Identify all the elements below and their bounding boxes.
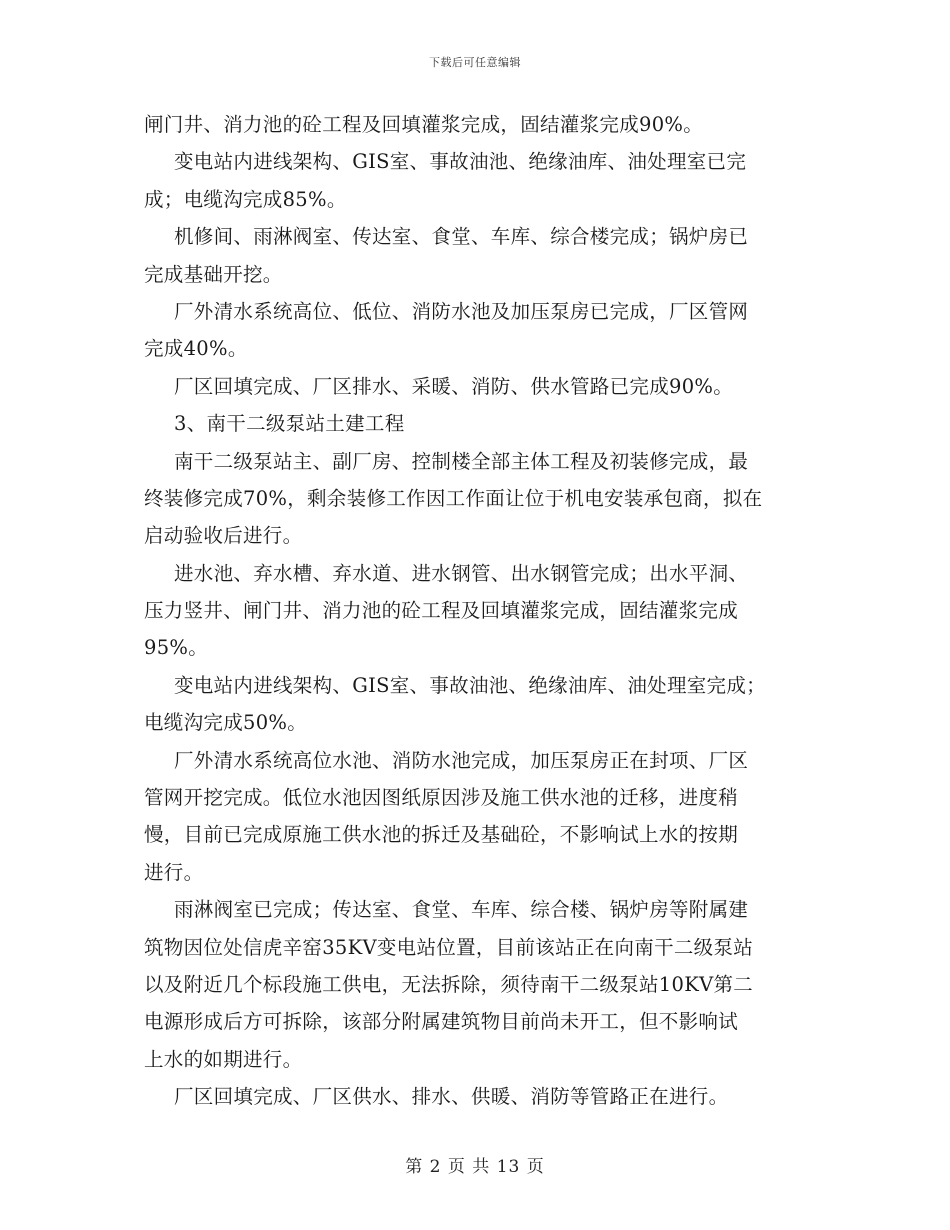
text-line: 慢，目前已完成原施工供水池的拆迁及基础砼，不影响试上水的按期: [144, 823, 739, 847]
text-line: 变电站内进线架构、GIS室、事故油池、绝缘油库、油处理室完成；: [174, 673, 766, 697]
text-line: 成；电缆沟完成85%。: [144, 187, 347, 211]
text-line: 厂外清水系统高位、低位、消防水池及加压泵房已完成，厂区管网: [174, 299, 749, 323]
text-line: 完成基础开挖。: [144, 262, 283, 286]
text-line: 启动验收后进行。: [144, 524, 303, 548]
text-line: 进水池、弃水槽、弃水道、进水钢管、出水钢管完成；出水平洞、: [174, 561, 749, 585]
text-line: 上水的如期进行。: [144, 1047, 303, 1071]
text-line: 雨淋阀室已完成；传达室、食堂、车库、综合楼、锅炉房等附属建: [174, 898, 749, 922]
text-line: 以及附近几个标段施工供电，无法拆除，须待南干二级泵站10KV第二: [144, 972, 754, 996]
text-line: 厂区回填完成、厂区排水、采暖、消防、供水管路已完成90%。: [174, 374, 734, 398]
text-line: 电源形成后方可拆除，该部分附属建筑物目前尚未开工，但不影响试: [144, 1010, 739, 1034]
text-line: 南干二级泵站主、副厂房、控制楼全部主体工程及初装修完成，最: [174, 449, 749, 473]
text-line: 电缆沟完成50%。: [144, 711, 308, 735]
text-line: 管网开挖完成。低位水池因图纸原因涉及施工供水池的迁移，进度稍: [144, 786, 739, 810]
page-number: 第 2 页 共 13 页: [405, 1157, 545, 1177]
text-line: 闸门井、消力池的砼工程及回填灌浆完成，固结灌浆完成90%。: [144, 113, 704, 136]
text-line: 终装修完成70%，剩余装修工作因工作面让位于机电安装承包商，拟在: [144, 486, 763, 510]
text-line: 压力竖井、闸门井、消力池的砼工程及回填灌浆完成，固结灌浆完成: [144, 599, 739, 623]
text-line: 厂外清水系统高位水池、消防水池完成，加压泵房正在封项、厂区: [174, 748, 749, 772]
text-line: 进行。: [144, 860, 204, 884]
document-body: [144, 106, 812, 1116]
text-line: 变电站内进线架构、GIS室、事故油池、绝缘油库、油处理室已完: [174, 150, 747, 174]
text-line: 筑物因位处信虎辛窑35KV变电站位置，目前该站正在向南干二级泵站: [144, 935, 754, 959]
header-note: 下载后可任意编辑: [429, 56, 521, 69]
text-line: 机修间、雨淋阀室、传达室、食堂、车库、综合楼完成；锅炉房已: [174, 225, 749, 249]
text-line: 完成40%。: [144, 337, 248, 361]
text-line: 厂区回填完成、厂区供水、排水、供暖、消防等管路正在进行。: [174, 1085, 729, 1109]
text-line: 95%。: [144, 636, 209, 660]
text-line: 3、南干二级泵站土建工程: [174, 412, 405, 436]
